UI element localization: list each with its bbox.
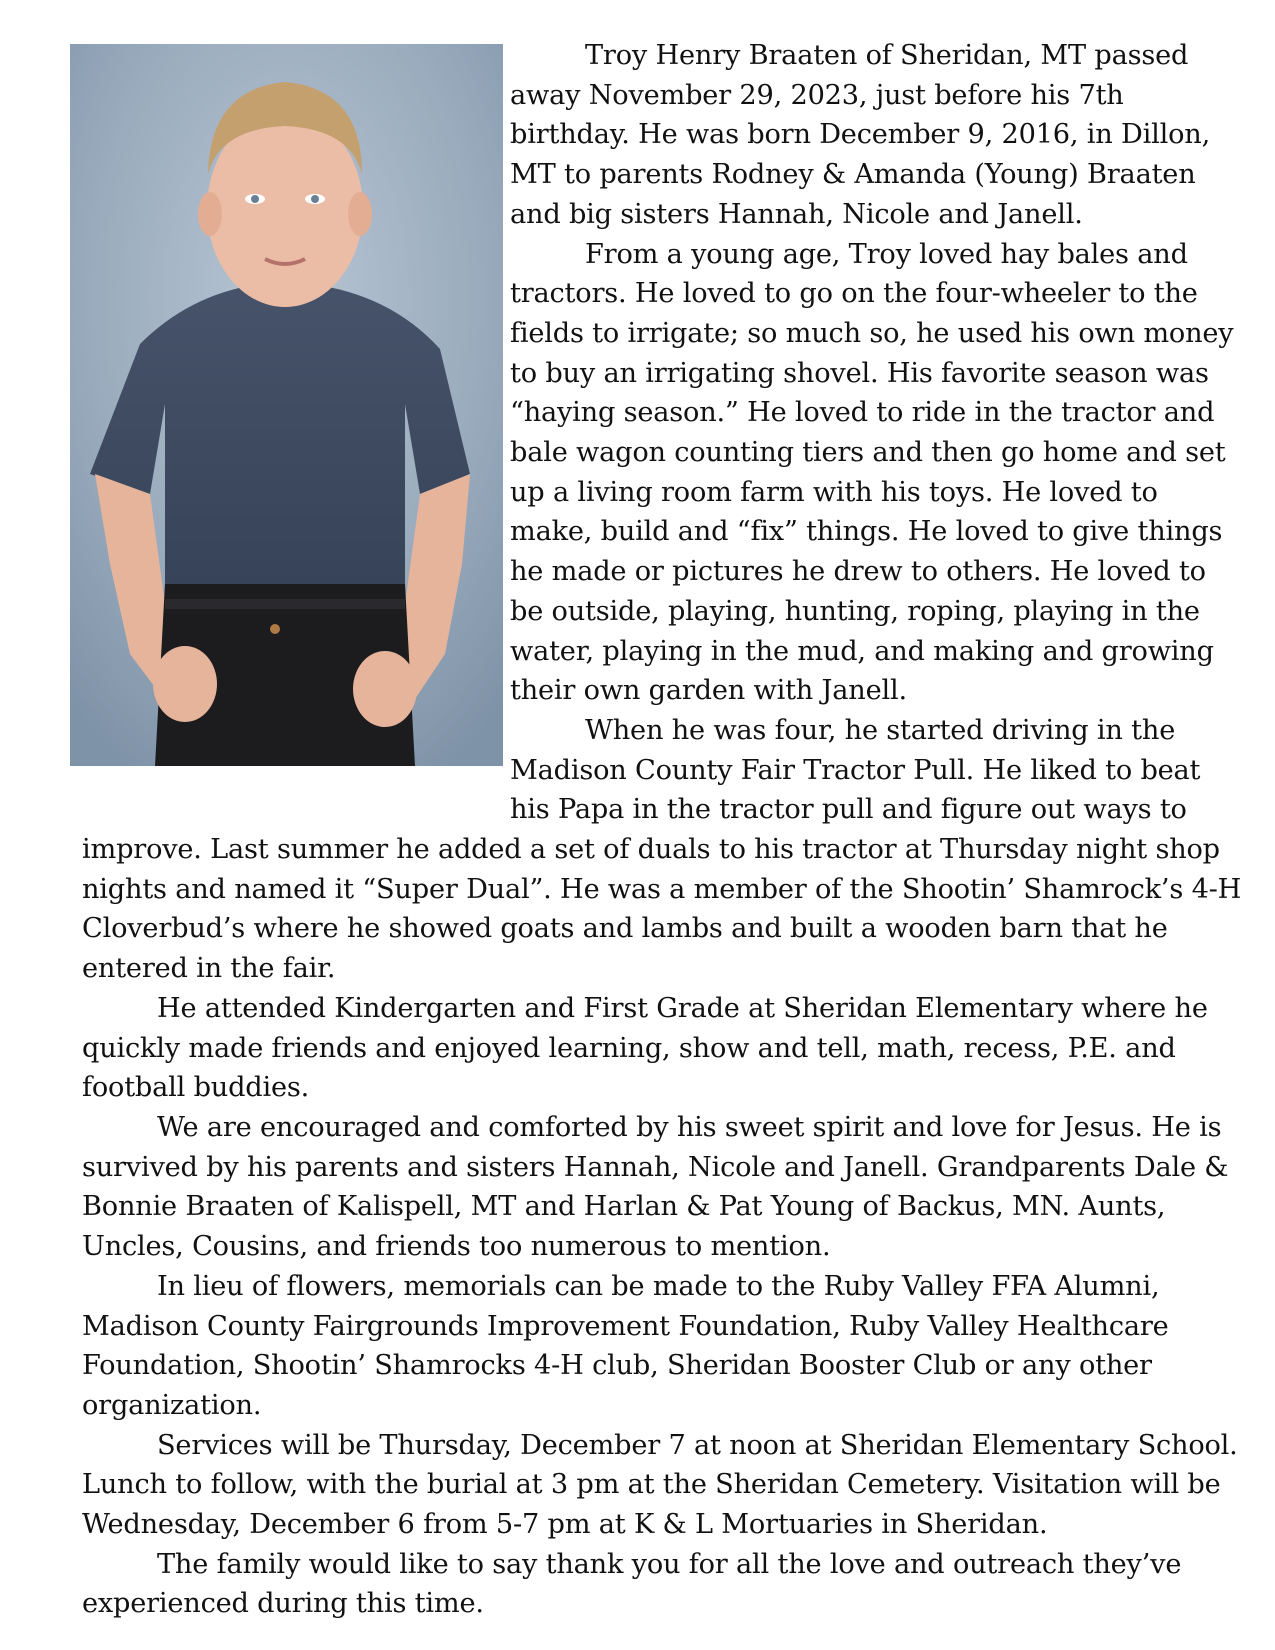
- paragraph-survivors: We are encouraged and comforted by his sweet spirit and love for Jesus. He is survived by his parents and sisters Hannah, Nicole and Janell. Grandparents Dale & Bonnie Braaten of Kalispell, MT and Harlan & Pat Young of Backus, MN. Aunts, Uncles, Cousins, and friends too numerous to mention.: [82, 1111, 1229, 1263]
- paragraph-memorials: In lieu of flowers, memorials can be made to the Ruby Valley FFA Alumni, Madison County Fairgrounds Improvement Foundation, Ruby Valley Healthcare Foundation, Shootin’ Shamrocks 4-H club, Sheridan Booster Club or any other organization.: [82, 1270, 1169, 1421]
- paragraph-intro: Troy Henry Braaten of Sheridan, MT passed away November 29, 2023, just before his 7th birthday. He was born December 9, 2016, in Dillon, MT to parents Rodney & Amanda (Young) Braaten and big sisters Hannah, Nicole and Janell.: [510, 40, 1211, 230]
- paragraph-services: Services will be Thursday, December 7 at noon at Sheridan Elementary School. Lunch to follow, with the burial at 3 pm at the Sheridan Cemetery. Visitation will be Wednesday, December 6 from 5-7 pm at K & L Mortuaries in Sheridan.: [82, 1429, 1238, 1541]
- paragraph-thanks: The family would like to say thank you for all the love and outreach they’ve experienced during this time.: [82, 1548, 1182, 1620]
- paragraph-tractor-pull: When he was four, he started driving in the Madison County Fair Tractor Pull. He liked to beat his Papa in the tractor pull and figure out ways to improve. Last summer he added a set of duals to his tractor at Thursday night shop nights and named it “Super Dual”. He was a member of the Shootin’ Shamrock’s 4-H Cloverbud’s where he showed goats and lambs and built a wooden barn that he entered in the fair.: [82, 714, 1242, 985]
- paragraph-interests: From a young age, Troy loved hay bales and tractors. He loved to go on the four-wheeler to the fields to irrigate; so much so, he used his own money to buy an irrigating shovel. His favorite season was “haying season.” He loved to ride in the tractor and bale wagon counting tiers and then go home and set up a living room farm with his toys. He loved to make, build and “fix” things. He loved to give things he made or pictures he drew to others. He loved to be outside, playing, hunting, roping, playing in the water, playing in the mud, and making and growing their own garden with Janell.: [510, 238, 1234, 707]
- obituary-text: [82, 36, 1242, 1624]
- photo-wrap-spacer: [82, 36, 510, 793]
- paragraph-school: He attended Kindergarten and First Grade at Sheridan Elementary where he quickly made friends and enjoyed learning, show and tell, math, recess, P.E. and football buddies.: [82, 992, 1208, 1104]
